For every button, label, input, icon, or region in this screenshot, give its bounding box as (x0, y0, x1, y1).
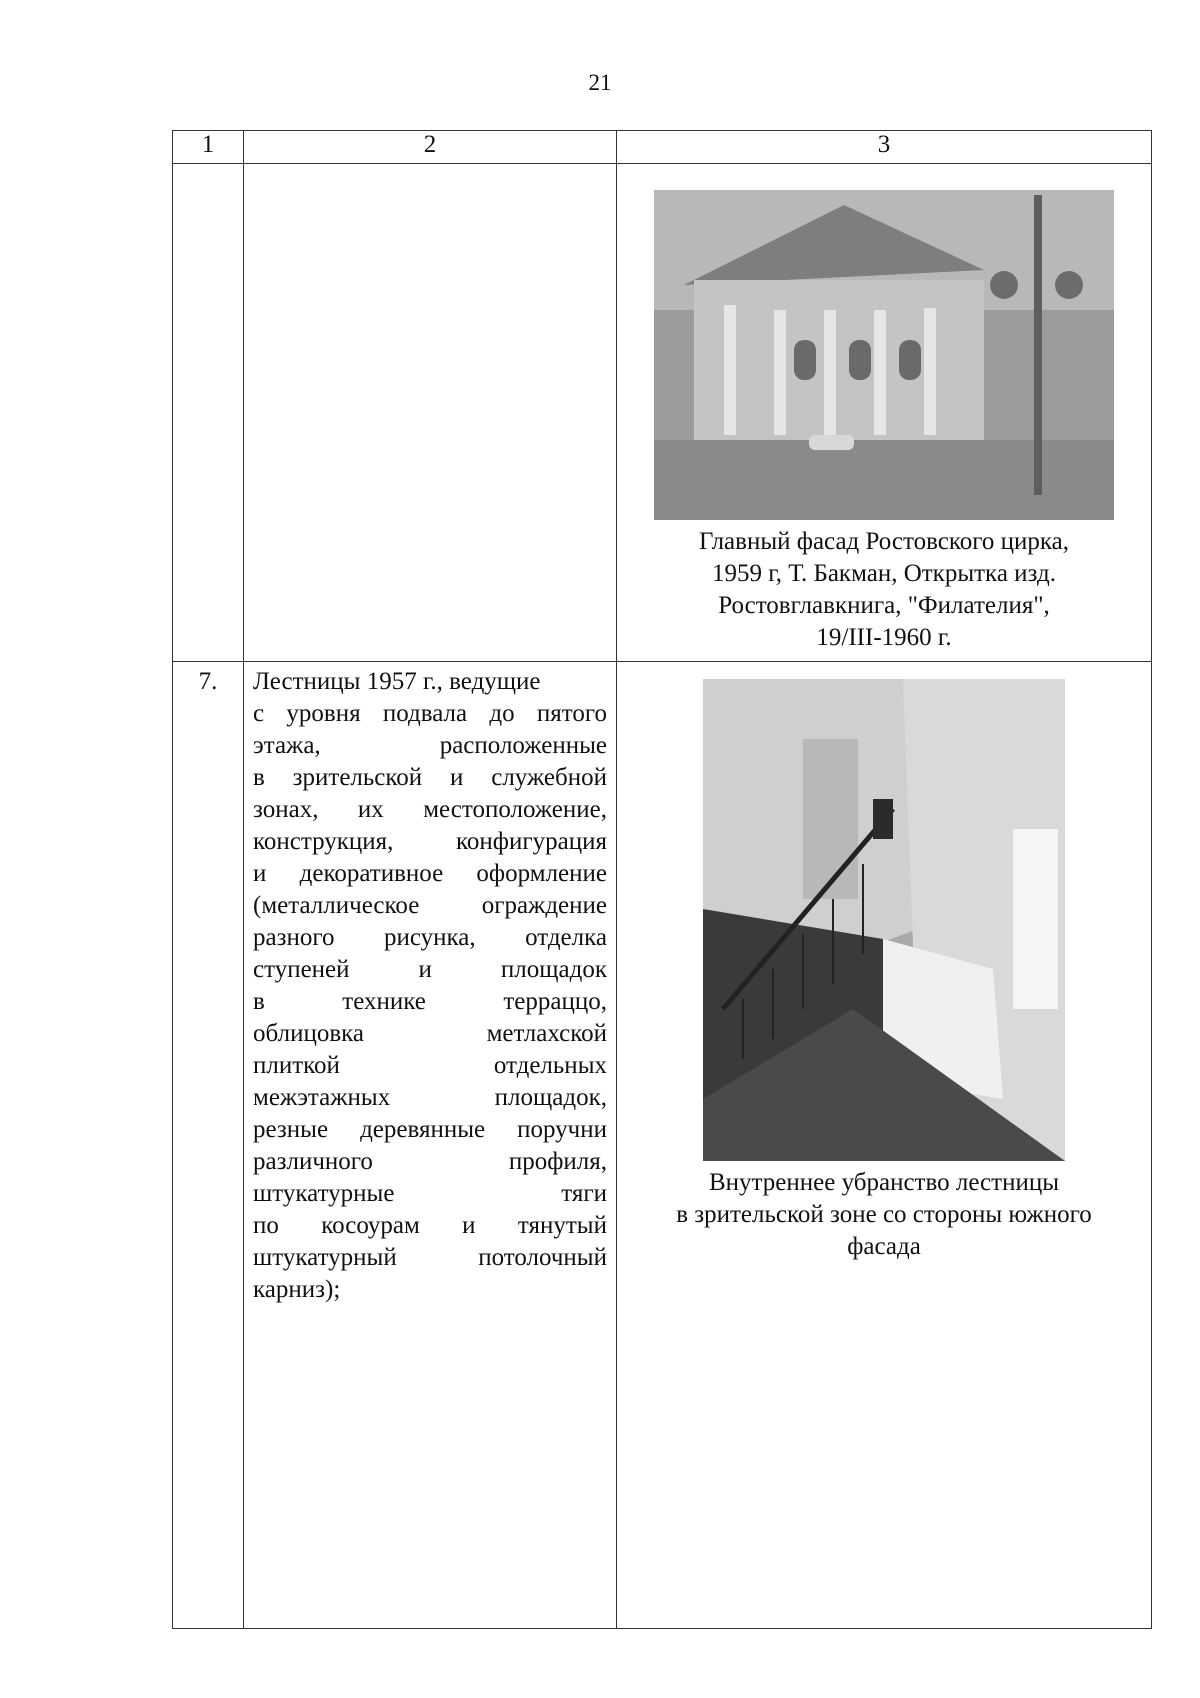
description-line: резные деревянные поручни (253, 1116, 607, 1143)
table-row (173, 164, 1152, 662)
photo-cell (617, 662, 1152, 1629)
description-line: в зрительской и служебной (253, 764, 607, 791)
description-line: (металлическое ограждение (253, 892, 607, 919)
row-number-cell: 7. (173, 662, 244, 1629)
description-line: этажа, расположенные (253, 732, 607, 759)
caption-line: в зрительской зоне со стороны южного (676, 1201, 1092, 1228)
description-line: различного профиля, (253, 1148, 607, 1175)
description-line: карниз); (253, 1276, 341, 1303)
page-number: 21 (588, 70, 612, 95)
description-line: облицовка метлахской (253, 1020, 607, 1047)
description-line: зонах, их местоположение, (253, 796, 607, 823)
staircase-interior-photo (703, 679, 1065, 1161)
description-line: штукатурные тяги (253, 1180, 607, 1207)
caption-line: Внутреннее убранство лестницы (709, 1169, 1059, 1196)
caption-line: 1959 г, Т. Бакман, Открытка изд. (712, 560, 1056, 587)
description-line: межэтажных площадок, (253, 1084, 607, 1111)
heritage-table (172, 130, 1152, 1629)
caption-line: Ростовглавкнига, "Филателия", (718, 592, 1050, 619)
description-line: Лестницы 1957 г., ведущие (253, 668, 541, 695)
description-line: с уровня подвала до пятого (253, 700, 607, 727)
description-line: по косоурам и тянутый (253, 1212, 607, 1239)
header-cell-1: 1 (173, 131, 244, 164)
description-line: штукатурный потолочный (253, 1244, 607, 1271)
description-cell (244, 662, 617, 1629)
caption-line: Главный фасад Ростовского цирка, (699, 528, 1069, 555)
table-row (173, 662, 1152, 1629)
description-line: в технике терраццо, (253, 988, 607, 1015)
description-line: разного рисунка, отделка (253, 924, 607, 951)
staircase-caption (617, 1161, 1151, 1263)
description-line: конструкция, конфигурация (253, 828, 607, 855)
table-header-row (173, 131, 1152, 164)
caption-line: 19/III-1960 г. (816, 624, 952, 651)
facade-caption (617, 520, 1151, 654)
caption-line: фасада (847, 1233, 921, 1260)
circus-facade-photo (654, 190, 1114, 520)
description-line: и декоративное оформление (253, 860, 607, 887)
description-line: плиткой отдельных (253, 1052, 607, 1079)
header-cell-3: 3 (617, 131, 1152, 164)
description-line: ступеней и площадок (253, 956, 607, 983)
description-cell (244, 164, 617, 662)
photo-cell (617, 164, 1152, 662)
row-number-cell (173, 164, 244, 662)
header-cell-2: 2 (244, 131, 617, 164)
